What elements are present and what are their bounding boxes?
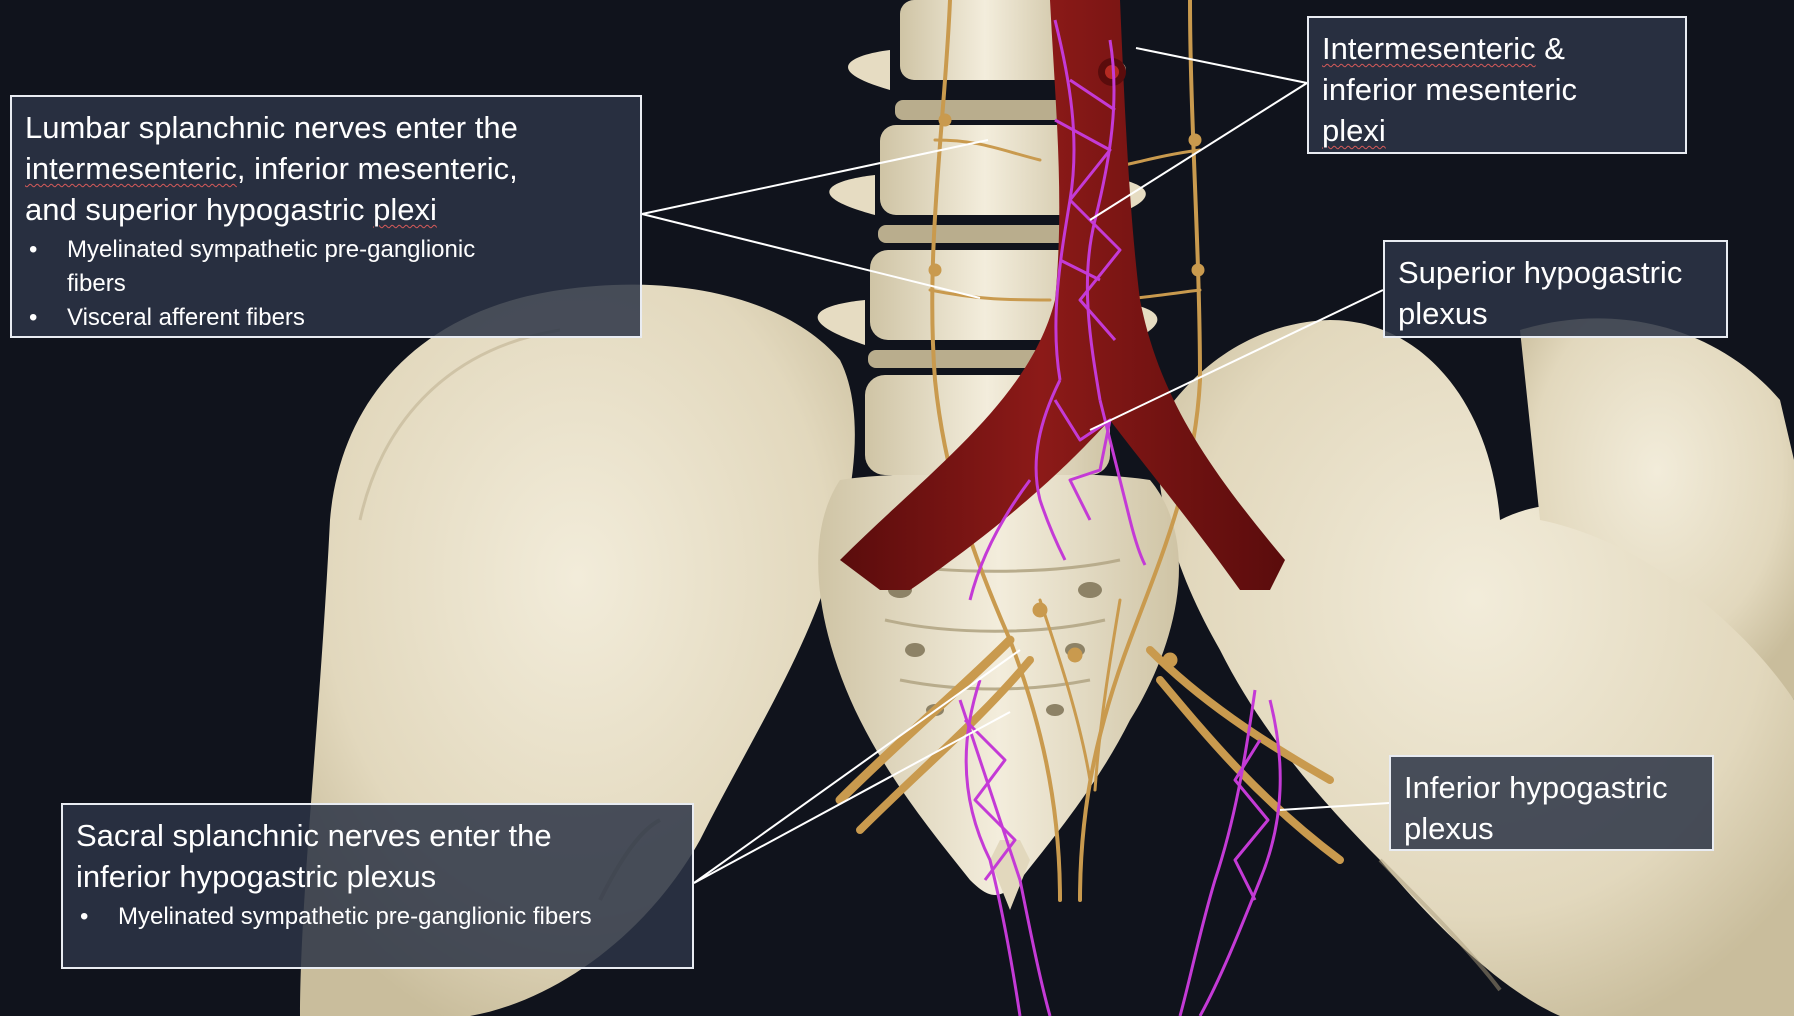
right-iliac-wing: [1158, 318, 1794, 1016]
inferior-hypogastric-title: Inferior hypogastric plexus: [1404, 770, 1668, 846]
lumbar-title-line1: Lumbar splanchnic nerves enter the: [25, 110, 518, 145]
superior-hypogastric-title: Superior hypogastric plexus: [1398, 255, 1683, 331]
leader-intermesenteric-upper: [1136, 48, 1307, 83]
sacral-splanchnic-label: [61, 803, 694, 969]
inferior-hypogastric-label: [1389, 755, 1714, 851]
intermesenteric-ampersand: &: [1535, 31, 1565, 66]
sacral-bullet-list: [76, 900, 679, 934]
lumbar-splanchnic-label: [10, 95, 642, 338]
intermesenteric-plexi-word: plexi: [1322, 113, 1386, 148]
intermesenteric-plexi-label: [1307, 16, 1687, 154]
sacral-splanchnic-title: Sacral splanchnic nerves enter the inferior hypogastric plexus: [76, 818, 552, 894]
lumbar-bullet-list: [25, 233, 627, 335]
lumbar-splanchnic-title: [25, 107, 627, 230]
lumbar-title-intermesenteric: intermesenteric: [25, 151, 237, 186]
intermesenteric-line2: inferior mesenteric: [1322, 72, 1577, 107]
intermesenteric-word: Intermesenteric: [1322, 31, 1536, 66]
superior-hypogastric-label: [1383, 240, 1728, 338]
lumbar-title-line3: and superior hypogastric: [25, 192, 374, 227]
lumbar-title-plexi: plexi: [373, 192, 437, 227]
intermesenteric-plexi-title: [1322, 28, 1672, 151]
lumbar-bullet-item: • Myelinated sympathetic pre-ganglionic fibers: [67, 233, 537, 301]
lumbar-title-line2: , inferior mesenteric,: [236, 151, 518, 186]
sacral-bullet-item: • Myelinated sympathetic pre-ganglionic fibers: [118, 900, 608, 934]
lumbar-bullet-item: • Visceral afferent fibers: [67, 301, 627, 335]
